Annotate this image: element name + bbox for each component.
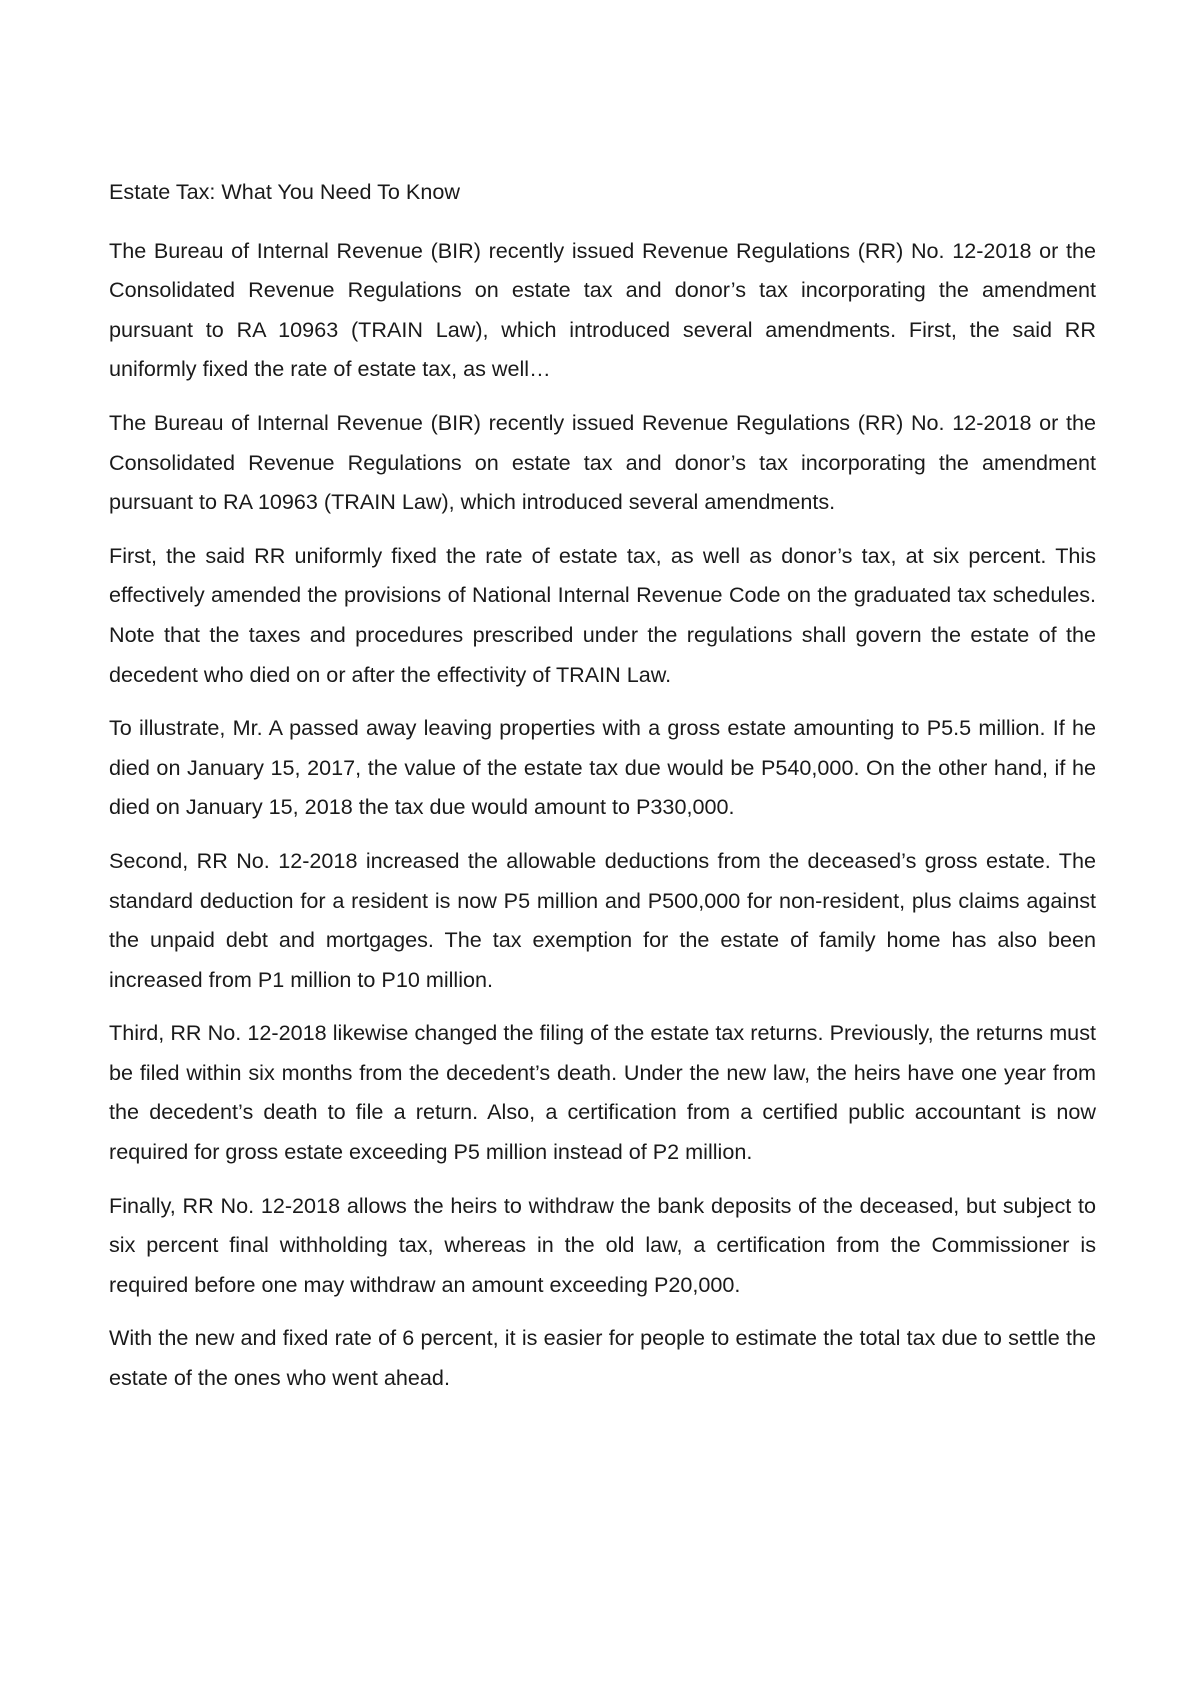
- document-body: [109, 172, 1096, 1412]
- paragraph-final-change: Finally, RR No. 12-2018 allows the heirs to withdraw the bank deposits of the deceased, but subject to six percent final withholding tax, whereas in the old law, a certification from the Commissioner is required before one may withdraw an amount exceeding P20,000.: [109, 1192, 1096, 1297]
- paragraph-third-change: Third, RR No. 12-2018 likewise changed the filing of the estate tax returns. Previously, the returns must be filed within six months from the decedent’s death. Under the new law, the heirs have one year from the decedent’s death to file a return. Also, a certification from a certified public accountant is now required for gross estate exceeding P5 million instead of P2 million.: [109, 1020, 1096, 1165]
- paragraph-second-change: Second, RR No. 12-2018 increased the allowable deductions from the deceased’s gross estate. The standard deduction for a resident is now P5 million and P500,000 for non-resident, plus claims against the unpaid debt and mortgages. The tax exemption for the estate of family home has also been increased from P1 million to P10 million.: [109, 847, 1096, 992]
- paragraph-summary: The Bureau of Internal Revenue (BIR) recently issued Revenue Regulations (RR) No. 12-2018 or the Consolidated Revenue Regulations on estate tax and donor’s tax incorporating the amendment pursuant to RA 10963 (TRAIN Law), which introduced several amendments. First, the said RR uniformly fixed the rate of estate tax, as well…: [109, 237, 1096, 382]
- document-title: Estate Tax: What You Need To Know: [109, 179, 460, 204]
- paragraph-illustration: To illustrate, Mr. A passed away leaving properties with a gross estate amounting to P5.5 million. If he died on January 15, 2017, the value of the estate tax due would be P540,000. On the other hand, if he died on January 15, 2018 the tax due would amount to P330,000.: [109, 715, 1096, 820]
- paragraph-first-change: First, the said RR uniformly fixed the rate of estate tax, as well as donor’s tax, at six percent. This effectively amended the provisions of National Internal Revenue Code on the graduated tax schedules. Note that the taxes and procedures prescribed under the regulations shall govern the estate of the decedent who died on or after the effectivity of TRAIN Law.: [109, 542, 1096, 687]
- paragraph-conclusion: With the new and fixed rate of 6 percent, it is easier for people to estimate the total tax due to settle the estate of the ones who went ahead.: [109, 1325, 1096, 1391]
- paragraph-intro: The Bureau of Internal Revenue (BIR) recently issued Revenue Regulations (RR) No. 12-2018 or the Consolidated Revenue Regulations on estate tax and donor’s tax incorporating the amendment pursuant to RA 10963 (TRAIN Law), which introduced several amendments.: [109, 409, 1096, 515]
